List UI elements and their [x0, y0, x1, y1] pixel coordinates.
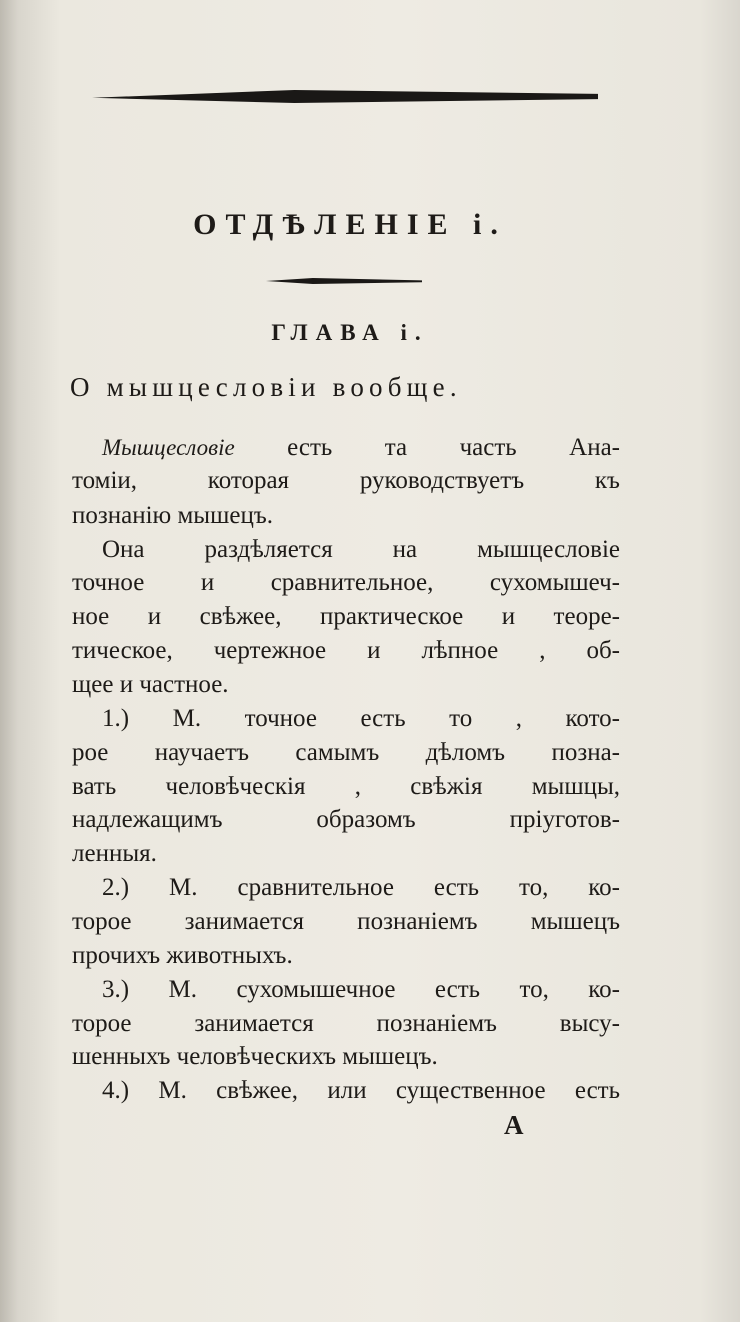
top-ornamental-rule: [92, 90, 598, 103]
text-line: точное и сравнительное, сухомышеч-: [72, 569, 620, 596]
text-line: познанію мышецъ.: [72, 502, 274, 529]
italic-term: Мышцесловіе: [102, 435, 235, 460]
text-line: ленныя.: [72, 840, 157, 867]
text-line: тическое, чертежное и лѣпное , об-: [72, 637, 620, 664]
text-line: щее и частное.: [72, 671, 229, 698]
text-line: прочихъ животныхъ.: [72, 942, 293, 969]
text-line: торое занимается познаніемъ мышецъ: [72, 908, 620, 935]
text-line: ное и свѣжее, практическое и теоре-: [72, 603, 620, 630]
text-line: Она раздѣляется на мышцесловіе: [102, 536, 620, 563]
text-line: томіи, которая руководствуетъ къ: [72, 467, 620, 494]
chapter-title: ГЛАВА і.: [271, 320, 429, 345]
text-line: [102, 434, 620, 468]
text-line: торое занимается познаніемъ высу-: [72, 1010, 620, 1037]
text-line: 2.) М. сравнительное есть то, ко-: [102, 874, 620, 901]
text-line: шенныхъ человѣческихъ мышецъ.: [72, 1043, 438, 1070]
text-line: надлежащимъ образомъ пріуготов-: [72, 806, 620, 833]
text-line: 1.) М. точное есть то , кото-: [102, 705, 620, 732]
section-title: ОТДѢЛЕНІЕ і.: [193, 208, 507, 241]
text-line: рое научаетъ самымъ дѣломъ позна-: [72, 739, 620, 766]
text-line: вать человѣческія , свѣжія мышцы,: [72, 773, 620, 800]
text-line: 3.) М. сухомышечное есть то, ко-: [102, 976, 620, 1003]
chapter-heading: О мышцесловіи вообще.: [70, 372, 462, 402]
text-line-rest: есть та часть Ана-: [234, 434, 620, 461]
text-line: 4.) М. свѣжее, или существенное есть: [102, 1077, 620, 1104]
section-divider-rule: [266, 278, 422, 284]
signature-mark: А: [504, 1110, 524, 1140]
